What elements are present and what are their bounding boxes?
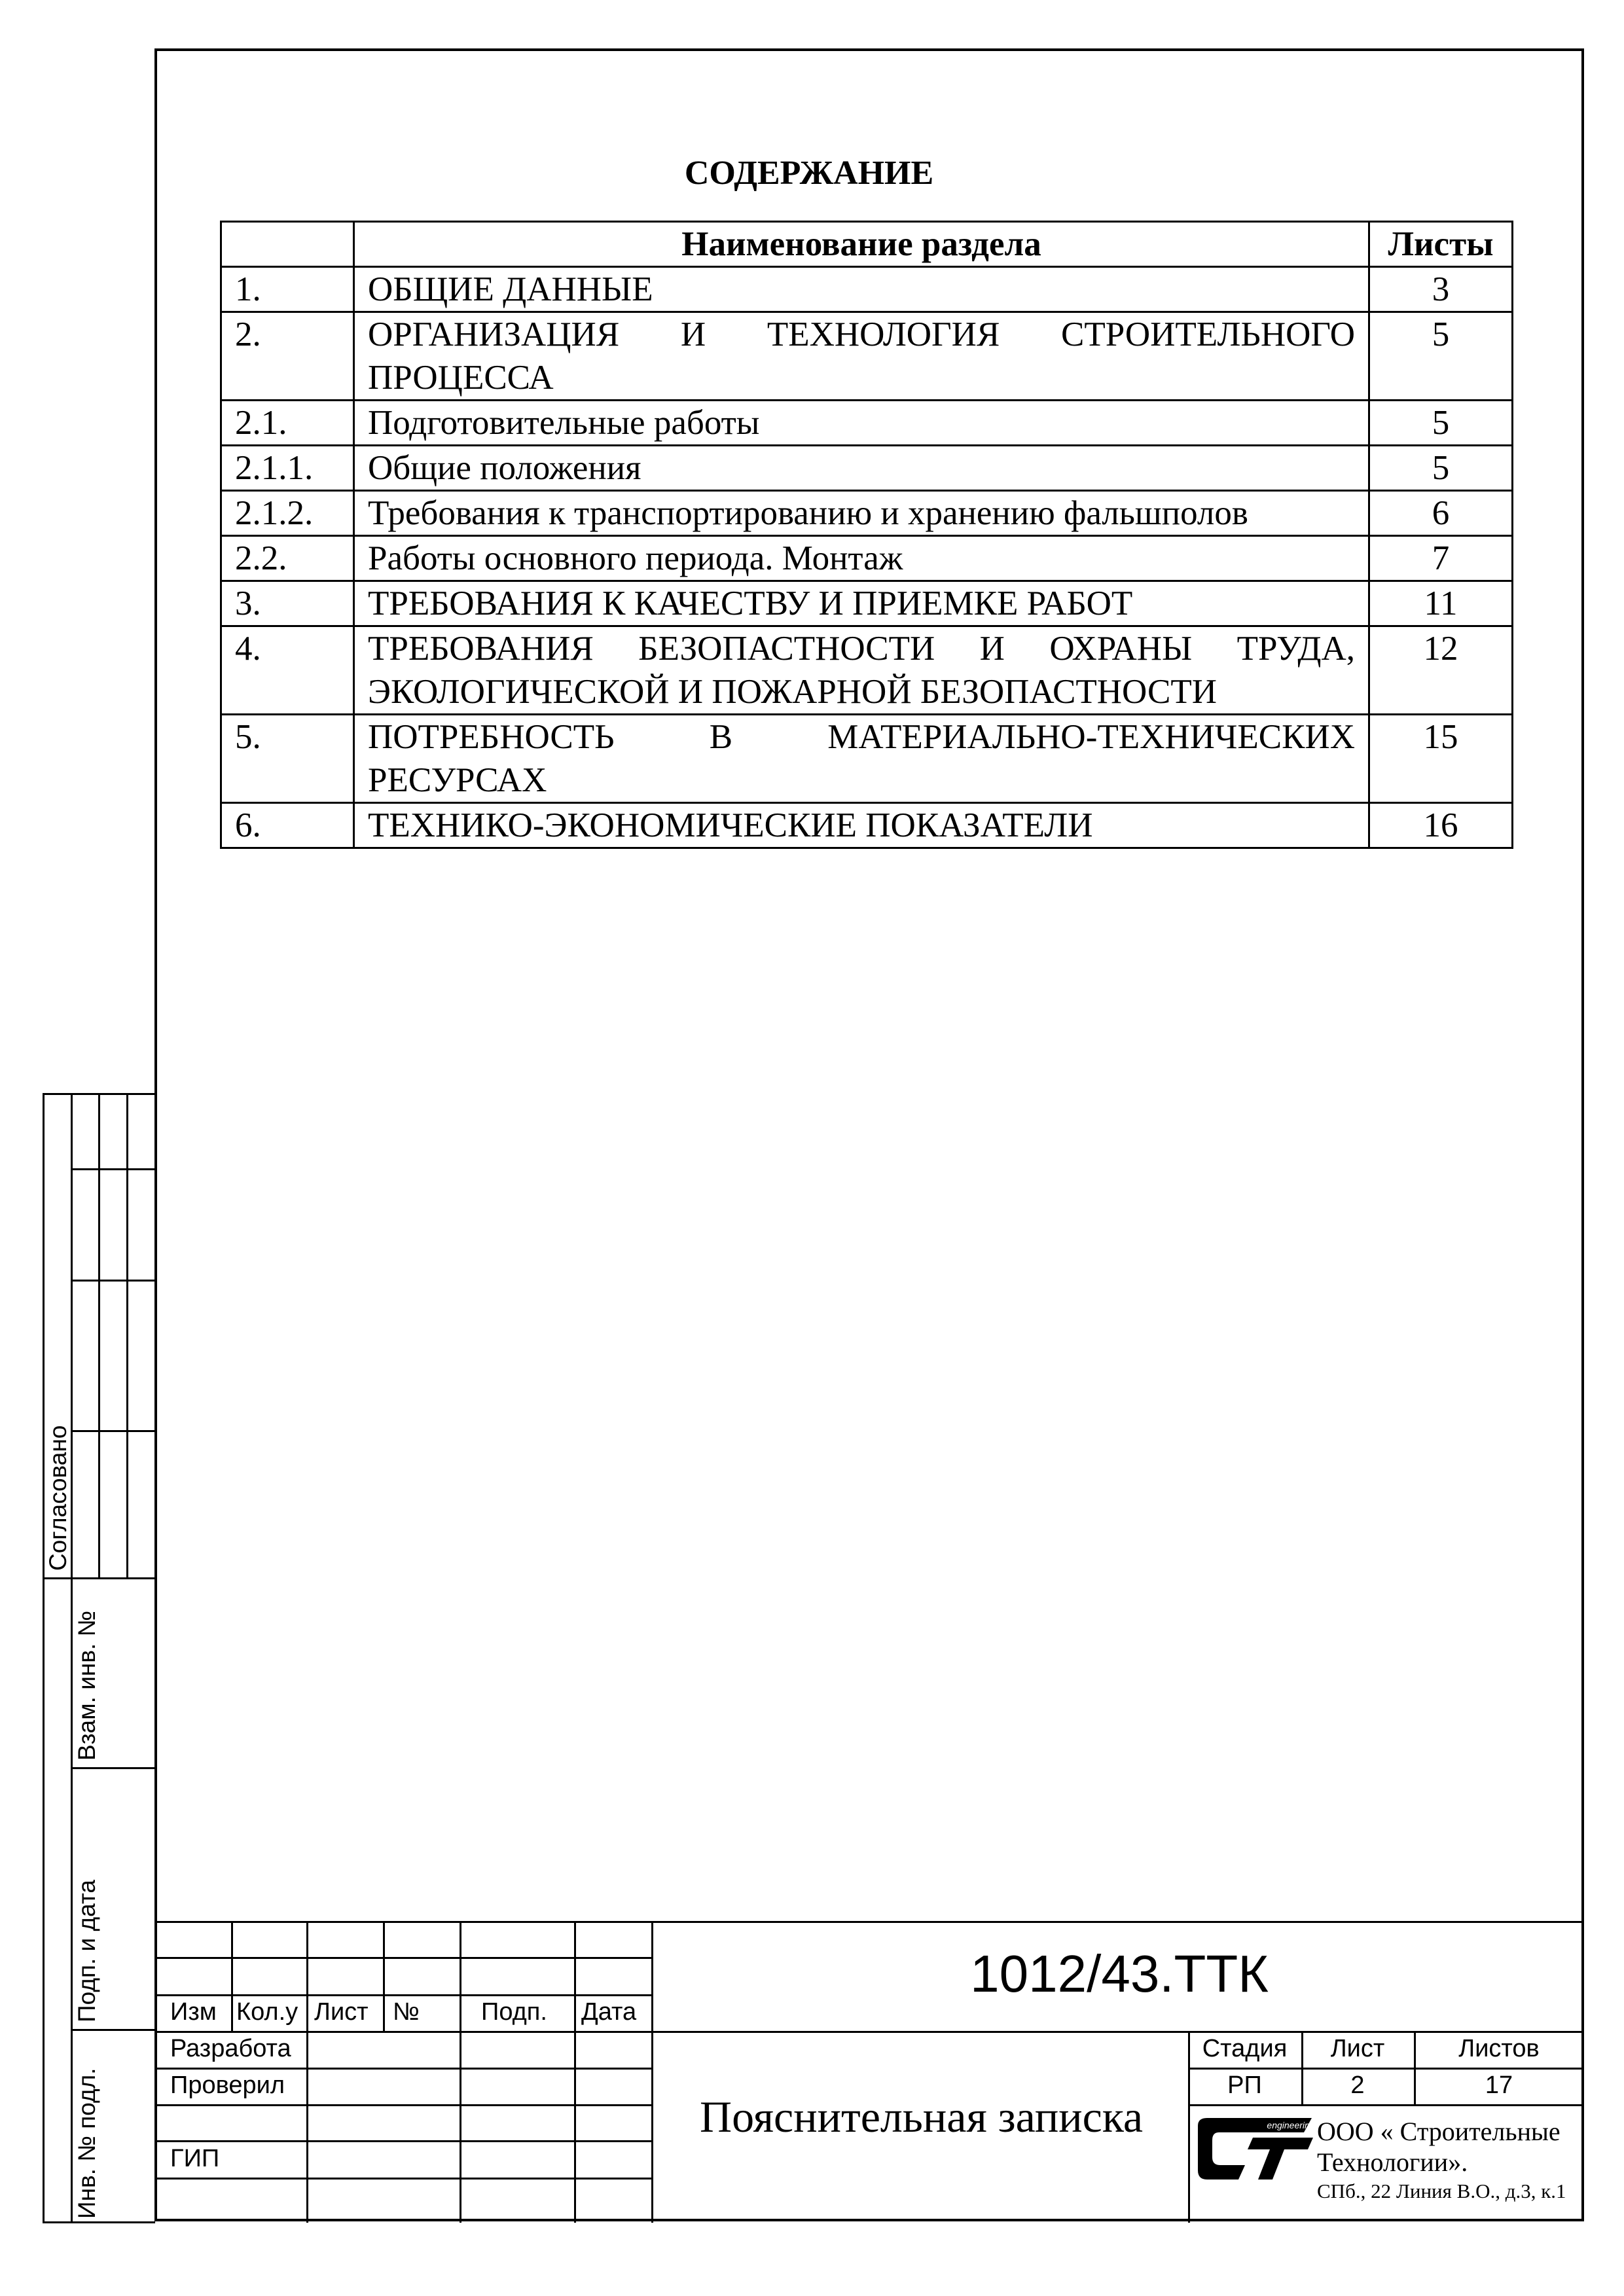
toc-row-name: ОБЩИЕ ДАННЫЕ (354, 267, 1369, 312)
toc-table (220, 221, 1513, 849)
role-chief-engineer: ГИП (170, 2145, 220, 2172)
agreed-label: Согласовано (45, 1425, 71, 1571)
tb-line (651, 1921, 653, 2223)
document-code: 1012/43.ТТК (970, 1945, 1269, 2003)
toc-row-num: 4. (221, 626, 354, 715)
toc-row-num: 3. (221, 581, 354, 626)
toc-row-name: Работы основного периода. Монтаж (354, 536, 1369, 581)
replace-inv-label: Взам. инв. № (73, 1610, 100, 1761)
company-logo (1193, 2113, 1317, 2185)
side-line (98, 1093, 100, 1579)
role-checker: Проверил (170, 2072, 285, 2099)
toc-row-name: ТРЕБОВАНИЯ К КАЧЕСТВУ И ПРИЕМКЕ РАБОТ (354, 581, 1369, 626)
sign-date-label: Подп. и дата (73, 1880, 100, 2022)
side-line (71, 1093, 73, 2223)
toc-row-page: 3 (1369, 267, 1513, 312)
tb-line (154, 1994, 652, 1996)
toc-row-name: Подготовительные работы (354, 401, 1369, 446)
tb-line (154, 2031, 1584, 2033)
stage-value: РП (1227, 2072, 1262, 2099)
toc-row-num: 2.1.2. (221, 491, 354, 536)
col-header-change: Изм (170, 1998, 217, 2026)
document-name: Пояснительная записка (699, 2092, 1144, 2142)
toc-row-page: 15 (1369, 715, 1513, 803)
toc-header-row (221, 222, 1513, 267)
tb-line (231, 1921, 233, 2031)
toc-row-name: ПОТРЕБНОСТЬ В МАТЕРИАЛЬНО-ТЕХНИЧЕСКИХ РЕСУРСАХ (354, 715, 1369, 803)
tb-line (1188, 2104, 1584, 2106)
toc-row-num: 2.2. (221, 536, 354, 581)
toc-row-name: Требования к транспортированию и хранению фальшполов (354, 491, 1369, 536)
tb-line (154, 2178, 652, 2179)
toc-header-pages: Листы (1369, 222, 1513, 267)
col-header-sheet: Лист (314, 1998, 369, 2026)
col-header-date: Дата (581, 1998, 637, 2026)
toc-row-page: 5 (1369, 401, 1513, 446)
tb-line (154, 1957, 652, 1959)
stage-label: Стадия (1202, 2035, 1288, 2062)
toc-row-page: 5 (1369, 446, 1513, 491)
tb-line (154, 2068, 652, 2070)
table-row (221, 401, 1513, 446)
toc-row-name: Общие положения (354, 446, 1369, 491)
toc-row-num: 2.1. (221, 401, 354, 446)
side-line (71, 1767, 155, 1769)
table-row (221, 446, 1513, 491)
role-developer: Разработа (170, 2035, 291, 2062)
sheet-value: 2 (1350, 2072, 1365, 2099)
side-line (43, 2221, 155, 2223)
tb-line (460, 1921, 461, 2223)
tb-line (154, 2104, 652, 2106)
side-line (71, 2029, 155, 2031)
tb-line (306, 1921, 308, 2223)
tb-line (574, 1921, 576, 2223)
org-line-1: ООО « Строительные (1317, 2117, 1561, 2146)
col-header-number: № (393, 1998, 420, 2026)
toc-row-page: 5 (1369, 312, 1513, 401)
side-line (71, 1168, 155, 1170)
logo-graphic (1193, 2113, 1317, 2185)
toc-title: СОДЕРЖАНИЕ (684, 154, 934, 192)
side-line (126, 1093, 128, 1579)
side-line (43, 1093, 45, 2223)
toc-row-page: 16 (1369, 803, 1513, 848)
tb-line (383, 1921, 385, 2031)
toc-row-page: 6 (1369, 491, 1513, 536)
side-line (43, 1577, 155, 1579)
table-row (221, 803, 1513, 848)
table-row (221, 536, 1513, 581)
table-row (221, 715, 1513, 803)
sheet-label: Лист (1330, 2035, 1385, 2062)
inv-orig-label: Инв. № подл. (73, 2068, 100, 2219)
toc-row-name: ТЕХНИКО-ЭКОНОМИЧЕСКИЕ ПОКАЗАТЕЛИ (354, 803, 1369, 848)
tb-line (1188, 2068, 1584, 2070)
table-row (221, 491, 1513, 536)
sheets-label: Листов (1458, 2035, 1540, 2062)
toc-row-name: ОРГАНИЗАЦИЯ И ТЕХНОЛОГИЯ СТРОИТЕЛЬНОГО ПРОЦЕССА (354, 312, 1369, 401)
toc-row-num: 6. (221, 803, 354, 848)
toc-row-page: 7 (1369, 536, 1513, 581)
col-header-signature: Подп. (481, 1998, 547, 2026)
toc-header-num (221, 222, 354, 267)
table-row (221, 267, 1513, 312)
col-header-count: Кол.у (236, 1998, 298, 2026)
toc-row-num: 5. (221, 715, 354, 803)
logo-text: engineering (1267, 2120, 1315, 2130)
toc-row-page: 11 (1369, 581, 1513, 626)
org-line-2: Технологии». (1317, 2147, 1468, 2177)
toc-row-num: 1. (221, 267, 354, 312)
toc-row-num: 2.1.1. (221, 446, 354, 491)
toc-header-name: Наименование раздела (354, 222, 1369, 267)
side-line (71, 1280, 155, 1282)
table-row (221, 581, 1513, 626)
tb-line (154, 1921, 1584, 1923)
sheets-value: 17 (1485, 2072, 1513, 2099)
toc-row-num: 2. (221, 312, 354, 401)
toc-row-name: ТРЕБОВАНИЯ БЕЗОПАСТНОСТИ И ОХРАНЫ ТРУДА, ЭКОЛОГИЧЕСКОЙ И ПОЖАРНОЙ БЕЗОПАСТНОСТИ (354, 626, 1369, 715)
side-line (71, 1430, 155, 1432)
side-line (43, 1093, 155, 1095)
org-address: СПб., 22 Линия В.О., д.3, к.1 (1317, 2179, 1566, 2202)
table-row (221, 312, 1513, 401)
tb-line (154, 2140, 652, 2142)
toc-row-page: 12 (1369, 626, 1513, 715)
table-row (221, 626, 1513, 715)
